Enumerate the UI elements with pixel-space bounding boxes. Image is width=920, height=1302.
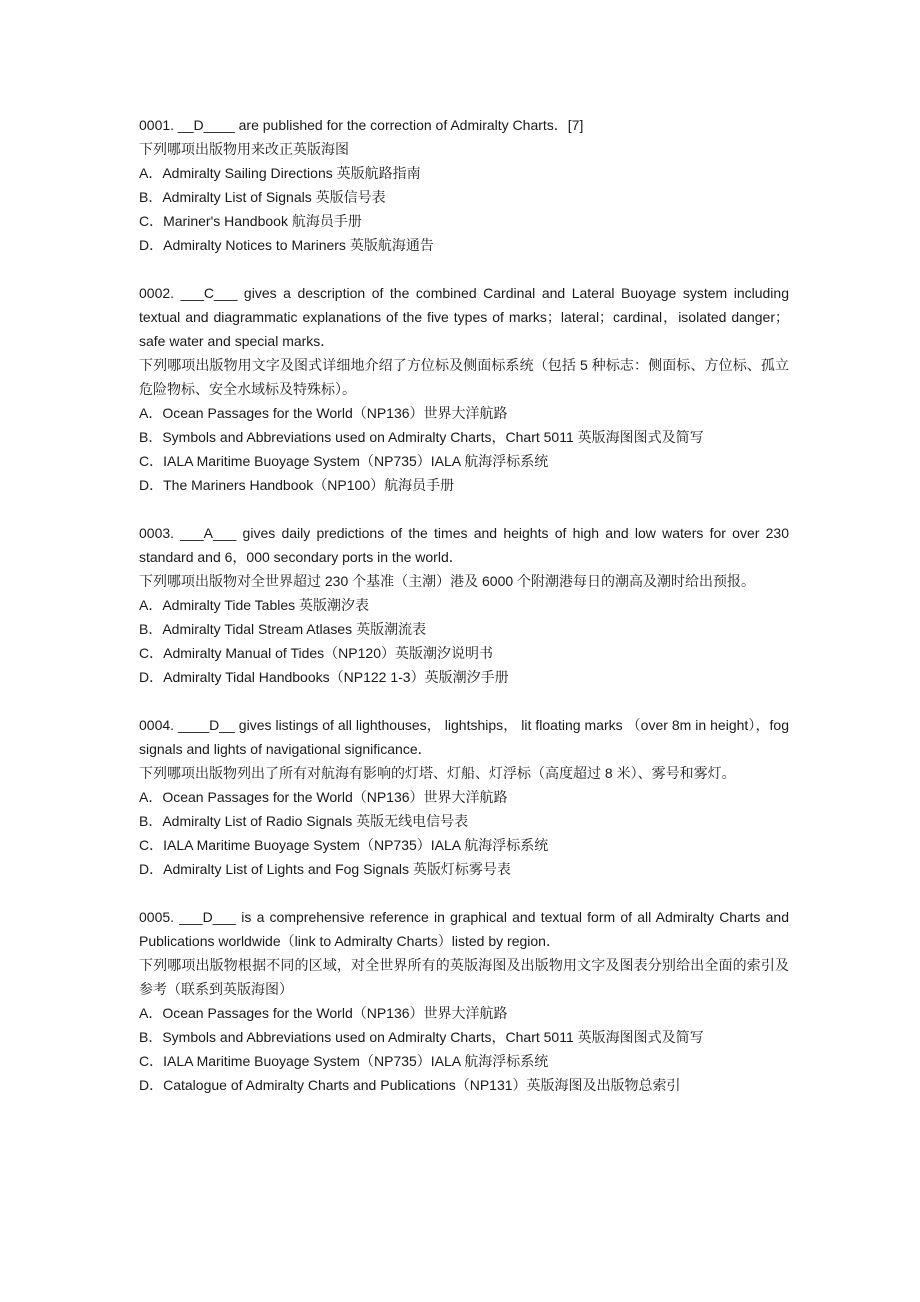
question-text-cn: 下列哪项出版物用来改正英版海图 (139, 141, 349, 157)
question-0004 (139, 713, 793, 881)
option-b: B．Symbols and Abbreviations used on Admiralty Charts，Chart 5011 英版海图图式及简写 (139, 429, 704, 445)
option-c: C．IALA Maritime Buoyage System（NP735）IALA 航海浮标系统 (139, 453, 549, 469)
question-text-cn: 下列哪项出版物根据不同的区域，对全世界所有的英版海图及出版物用文字及图表分别给出全面的索引及参考（联系到英版海图） (139, 957, 789, 997)
option-a: A．Admiralty Tide Tables 英版潮汐表 (139, 597, 370, 613)
question-0002 (139, 281, 793, 497)
option-b: B．Admiralty Tidal Stream Atlases 英版潮流表 (139, 621, 427, 637)
question-text-en: 0002. ___C___ gives a description of the combined Cardinal and Lateral Buoyage system including textual and diagrammatic explanations of the five types of marks；lateral；cardinal，isolated danger；safe water and special marks． (139, 285, 793, 349)
option-b: B．Symbols and Abbreviations used on Admiralty Charts，Chart 5011 英版海图图式及简写 (139, 1029, 704, 1045)
question-text-cn: 下列哪项出版物列出了所有对航海有影响的灯塔、灯船、灯浮标（高度超过 8 米）、雾号和雾灯。 (139, 765, 736, 781)
question-text-cn: 下列哪项出版物对全世界超过 230 个基准（主潮）港及 6000 个附潮港每日的潮高及潮时给出预报。 (139, 573, 756, 589)
option-a: A．Admiralty Sailing Directions 英版航路指南 (139, 165, 421, 181)
question-0001 (139, 113, 789, 257)
option-b: B．Admiralty List of Radio Signals 英版无线电信号表 (139, 813, 469, 829)
option-a: A．Ocean Passages for the World（NP136）世界大洋航路 (139, 789, 508, 805)
option-d: D．Admiralty List of Lights and Fog Signals 英版灯标雾号表 (139, 861, 511, 877)
question-0005 (139, 905, 793, 1097)
option-a: A．Ocean Passages for the World（NP136）世界大洋航路 (139, 1005, 508, 1021)
option-c: C．Mariner's Handbook 航海员手册 (139, 213, 362, 229)
question-text-en: 0005. ___D___ is a comprehensive reference in graphical and textual form of all Admiralty Charts and Publications worldwide（link to Admiralty Charts）listed by region． (139, 909, 793, 949)
question-text-en: 0001. __D____ are published for the correction of Admiralty Charts．[7] (139, 117, 584, 133)
question-text-en: 0003. ___A___ gives daily predictions of the times and heights of high and low waters for over 230 standard and 6，000 secondary ports in the world． (139, 525, 793, 565)
option-c: C．IALA Maritime Buoyage System（NP735）IALA 航海浮标系统 (139, 1053, 549, 1069)
question-text-cn: 下列哪项出版物用文字及图式详细地介绍了方位标及侧面标系统（包括 5 种标志：侧面标、方位标、孤立危险物标、安全水域标及特殊标）。 (139, 357, 789, 397)
option-d: D．Admiralty Tidal Handbooks（NP122 1-3）英版潮汐手册 (139, 669, 509, 685)
question-text-en: 0004. ____D__ gives listings of all lighthouses， lightships， lit floating marks （over 8m in height），fog signals and lights of navigational significance． (139, 717, 793, 757)
document-page (139, 113, 793, 1121)
option-c: C．IALA Maritime Buoyage System（NP735）IALA 航海浮标系统 (139, 837, 549, 853)
option-a: A．Ocean Passages for the World（NP136）世界大洋航路 (139, 405, 508, 421)
option-d: D．Catalogue of Admiralty Charts and Publications（NP131）英版海图及出版物总索引 (139, 1077, 681, 1093)
option-d: D．Admiralty Notices to Mariners 英版航海通告 (139, 237, 434, 253)
question-0003 (139, 521, 793, 689)
option-c: C．Admiralty Manual of Tides（NP120）英版潮汐说明书 (139, 645, 493, 661)
option-b: B．Admiralty List of Signals 英版信号表 (139, 189, 386, 205)
option-d: D．The Mariners Handbook（NP100）航海员手册 (139, 477, 455, 493)
